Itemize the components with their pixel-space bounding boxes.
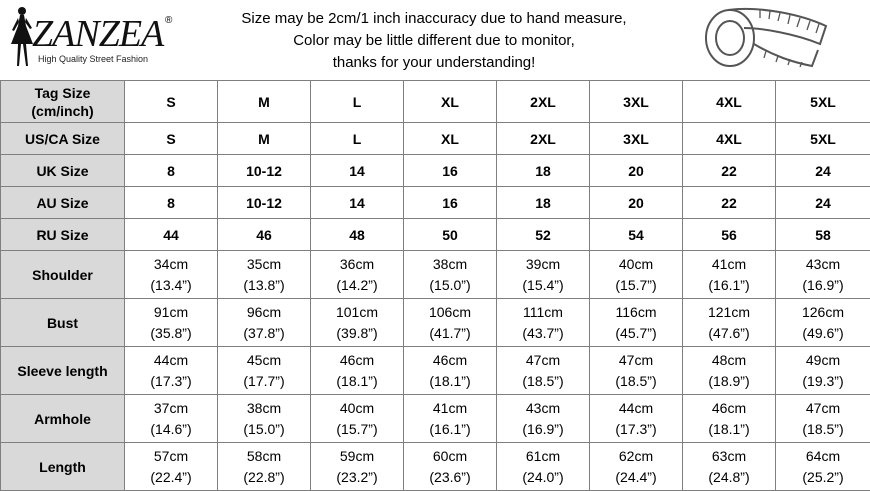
- cm-value: 44cm: [590, 398, 682, 419]
- table-cell: [311, 395, 404, 443]
- table-cell: 3XL: [590, 123, 683, 155]
- row-label: US/CA Size: [1, 123, 125, 155]
- table-cell: 46: [218, 219, 311, 251]
- table-cell: [497, 347, 590, 395]
- table-cell: [497, 395, 590, 443]
- table-cell: [311, 443, 404, 491]
- inch-value: (15.0”): [218, 419, 310, 440]
- inch-value: (17.3”): [590, 419, 682, 440]
- table-cell: 8: [125, 155, 218, 187]
- inch-value: (16.9”): [776, 275, 870, 296]
- row-label: [1, 81, 125, 123]
- cm-value: 40cm: [590, 254, 682, 275]
- table-cell: [590, 395, 683, 443]
- size-chart-table: [0, 80, 870, 491]
- table-cell: [311, 347, 404, 395]
- table-row: [1, 251, 870, 299]
- table-cell: 58: [776, 219, 870, 251]
- table-cell: [776, 251, 870, 299]
- row-label: Bust: [1, 299, 125, 347]
- table-cell: [497, 443, 590, 491]
- table-cell: [497, 251, 590, 299]
- table-cell: 5XL: [776, 81, 870, 123]
- row-label: UK Size: [1, 155, 125, 187]
- inch-value: (18.1”): [404, 371, 496, 392]
- table-cell: S: [125, 123, 218, 155]
- table-cell: 24: [776, 155, 870, 187]
- cm-value: 40cm: [311, 398, 403, 419]
- table-cell: [683, 395, 776, 443]
- table-row: [1, 123, 870, 155]
- table-cell: 10-12: [218, 187, 311, 219]
- cm-value: 106cm: [404, 302, 496, 323]
- inch-value: (23.6”): [404, 467, 496, 488]
- cm-value: 37cm: [125, 398, 217, 419]
- inch-value: (24.4”): [590, 467, 682, 488]
- inch-value: (24.8”): [683, 467, 775, 488]
- table-cell: [125, 251, 218, 299]
- row-label: AU Size: [1, 187, 125, 219]
- measuring-tape-icon: [700, 4, 832, 74]
- table-cell: L: [311, 123, 404, 155]
- table-cell: 3XL: [590, 81, 683, 123]
- table-cell: 24: [776, 187, 870, 219]
- cm-value: 62cm: [590, 446, 682, 467]
- table-cell: 8: [125, 187, 218, 219]
- table-cell: [218, 347, 311, 395]
- table-cell: [776, 347, 870, 395]
- inch-value: (35.8”): [125, 323, 217, 344]
- brand-logo: [2, 4, 182, 70]
- inch-value: (15.0”): [404, 275, 496, 296]
- table-cell: 14: [311, 155, 404, 187]
- cm-value: 91cm: [125, 302, 217, 323]
- table-cell: 50: [404, 219, 497, 251]
- table-cell: [497, 299, 590, 347]
- notice-line: Size may be 2cm/1 inch inaccuracy due to hand measure,: [228, 8, 640, 30]
- inch-value: (22.4”): [125, 467, 217, 488]
- table-cell: M: [218, 123, 311, 155]
- table-cell: [776, 299, 870, 347]
- cm-value: 45cm: [218, 350, 310, 371]
- cm-value: 43cm: [776, 254, 870, 275]
- cm-value: 47cm: [590, 350, 682, 371]
- inch-value: (15.7”): [311, 419, 403, 440]
- table-cell: 18: [497, 187, 590, 219]
- table-row: [1, 219, 870, 251]
- cm-value: 61cm: [497, 446, 589, 467]
- brand-name: ZANZEA: [32, 14, 163, 54]
- table-cell: [776, 443, 870, 491]
- table-cell: XL: [404, 123, 497, 155]
- table-cell: 5XL: [776, 123, 870, 155]
- table-cell: [776, 395, 870, 443]
- notice-line: thanks for your understanding!: [228, 52, 640, 74]
- table-cell: [404, 299, 497, 347]
- table-cell: [125, 395, 218, 443]
- table-cell: [218, 395, 311, 443]
- row-label-line: (cm/inch): [1, 102, 124, 120]
- row-label-line: Tag Size: [1, 84, 124, 102]
- table-cell: 18: [497, 155, 590, 187]
- table-cell: [218, 443, 311, 491]
- table-cell: [590, 299, 683, 347]
- row-label: RU Size: [1, 219, 125, 251]
- table-cell: 22: [683, 187, 776, 219]
- inch-value: (15.4”): [497, 275, 589, 296]
- table-cell: [218, 251, 311, 299]
- table-cell: [590, 347, 683, 395]
- table-cell: [125, 347, 218, 395]
- table-row: [1, 187, 870, 219]
- table-row: [1, 347, 870, 395]
- cm-value: 101cm: [311, 302, 403, 323]
- table-cell: [311, 251, 404, 299]
- inch-value: (18.9”): [683, 371, 775, 392]
- table-cell: [683, 251, 776, 299]
- table-row: [1, 299, 870, 347]
- inch-value: (17.7”): [218, 371, 310, 392]
- table-cell: [404, 251, 497, 299]
- table-cell: [590, 251, 683, 299]
- table-cell: [125, 443, 218, 491]
- inch-value: (24.0”): [497, 467, 589, 488]
- cm-value: 39cm: [497, 254, 589, 275]
- table-cell: [683, 347, 776, 395]
- cm-value: 41cm: [683, 254, 775, 275]
- table-cell: [404, 347, 497, 395]
- table-cell: 20: [590, 187, 683, 219]
- cm-value: 43cm: [497, 398, 589, 419]
- inch-value: (15.7”): [590, 275, 682, 296]
- cm-value: 60cm: [404, 446, 496, 467]
- table-cell: 4XL: [683, 123, 776, 155]
- table-cell: [590, 443, 683, 491]
- table-row: [1, 395, 870, 443]
- cm-value: 44cm: [125, 350, 217, 371]
- cm-value: 47cm: [497, 350, 589, 371]
- cm-value: 38cm: [404, 254, 496, 275]
- inch-value: (18.5”): [776, 419, 870, 440]
- inch-value: (14.2”): [311, 275, 403, 296]
- inch-value: (18.1”): [311, 371, 403, 392]
- cm-value: 96cm: [218, 302, 310, 323]
- inch-value: (47.6”): [683, 323, 775, 344]
- cm-value: 49cm: [776, 350, 870, 371]
- cm-value: 116cm: [590, 302, 682, 323]
- table-row: [1, 443, 870, 491]
- table-row: [1, 155, 870, 187]
- table-cell: 4XL: [683, 81, 776, 123]
- cm-value: 63cm: [683, 446, 775, 467]
- cm-value: 58cm: [218, 446, 310, 467]
- row-label: Armhole: [1, 395, 125, 443]
- table-cell: 20: [590, 155, 683, 187]
- table-cell: 22: [683, 155, 776, 187]
- inch-value: (25.2”): [776, 467, 870, 488]
- row-label: Sleeve length: [1, 347, 125, 395]
- inch-value: (41.7”): [404, 323, 496, 344]
- row-label: Length: [1, 443, 125, 491]
- table-cell: L: [311, 81, 404, 123]
- header: [0, 0, 870, 80]
- table-cell: 16: [404, 155, 497, 187]
- cm-value: 46cm: [683, 398, 775, 419]
- brand-tagline: High Quality Street Fashion: [38, 54, 148, 64]
- table-cell: [404, 443, 497, 491]
- inch-value: (19.3”): [776, 371, 870, 392]
- table-cell: [683, 443, 776, 491]
- inch-value: (16.9”): [497, 419, 589, 440]
- table-cell: 56: [683, 219, 776, 251]
- cm-value: 36cm: [311, 254, 403, 275]
- inch-value: (23.2”): [311, 467, 403, 488]
- registered-mark: ®: [165, 16, 172, 26]
- inch-value: (49.6”): [776, 323, 870, 344]
- cm-value: 47cm: [776, 398, 870, 419]
- inch-value: (37.8”): [218, 323, 310, 344]
- inch-value: (45.7”): [590, 323, 682, 344]
- table-cell: 44: [125, 219, 218, 251]
- cm-value: 41cm: [404, 398, 496, 419]
- cm-value: 111cm: [497, 302, 589, 323]
- cm-value: 34cm: [125, 254, 217, 275]
- cm-value: 57cm: [125, 446, 217, 467]
- cm-value: 121cm: [683, 302, 775, 323]
- inch-value: (39.8”): [311, 323, 403, 344]
- cm-value: 35cm: [218, 254, 310, 275]
- notice-line: Color may be little different due to monitor,: [228, 30, 640, 52]
- table-cell: 2XL: [497, 81, 590, 123]
- cm-value: 126cm: [776, 302, 870, 323]
- cm-value: 48cm: [683, 350, 775, 371]
- table-cell: [683, 299, 776, 347]
- table-cell: M: [218, 81, 311, 123]
- table-cell: [311, 299, 404, 347]
- table-row: [1, 81, 870, 123]
- cm-value: 46cm: [311, 350, 403, 371]
- table-cell: S: [125, 81, 218, 123]
- table-cell: [404, 395, 497, 443]
- table-cell: 14: [311, 187, 404, 219]
- inch-value: (43.7”): [497, 323, 589, 344]
- cm-value: 59cm: [311, 446, 403, 467]
- table-cell: 16: [404, 187, 497, 219]
- measurement-notice: [228, 8, 640, 74]
- table-cell: XL: [404, 81, 497, 123]
- table-cell: 48: [311, 219, 404, 251]
- cm-value: 38cm: [218, 398, 310, 419]
- inch-value: (17.3”): [125, 371, 217, 392]
- row-label: Shoulder: [1, 251, 125, 299]
- inch-value: (22.8”): [218, 467, 310, 488]
- inch-value: (18.5”): [590, 371, 682, 392]
- table-cell: 54: [590, 219, 683, 251]
- inch-value: (16.1”): [404, 419, 496, 440]
- inch-value: (16.1”): [683, 275, 775, 296]
- table-cell: 52: [497, 219, 590, 251]
- table-cell: 2XL: [497, 123, 590, 155]
- inch-value: (13.4”): [125, 275, 217, 296]
- inch-value: (14.6”): [125, 419, 217, 440]
- table-cell: [218, 299, 311, 347]
- inch-value: (18.5”): [497, 371, 589, 392]
- table-cell: [125, 299, 218, 347]
- inch-value: (13.8”): [218, 275, 310, 296]
- table-cell: 10-12: [218, 155, 311, 187]
- inch-value: (18.1”): [683, 419, 775, 440]
- cm-value: 64cm: [776, 446, 870, 467]
- cm-value: 46cm: [404, 350, 496, 371]
